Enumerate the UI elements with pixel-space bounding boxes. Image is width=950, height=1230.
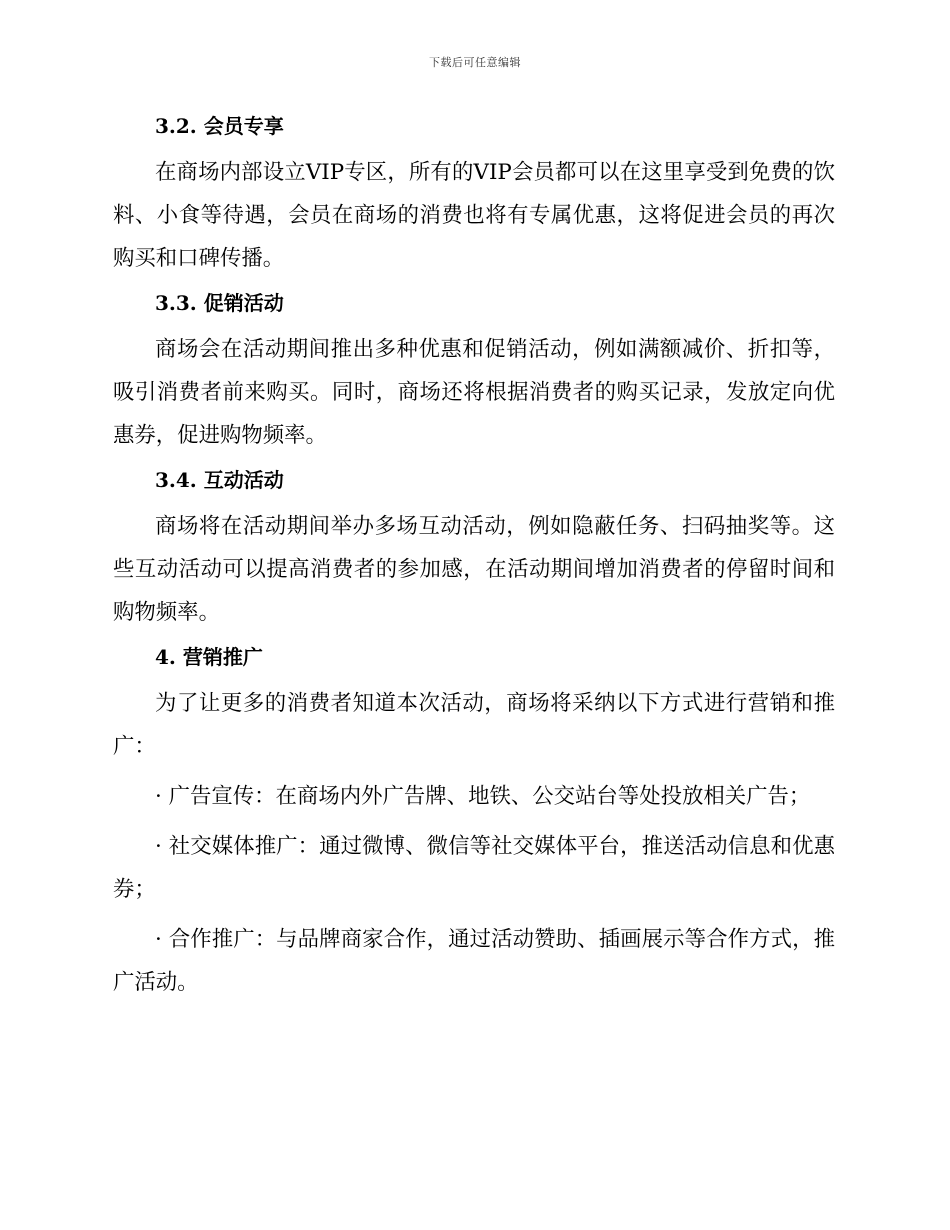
section-heading-marketing: 4. 营销推广 bbox=[155, 645, 263, 669]
bullet-item-partnership: · 合作推广：与品牌商家合作，通过活动赞助、插画展示等合作方式，推广活动。 bbox=[113, 927, 835, 995]
section-paragraph-promotion: 商场会在活动期间推出多种优惠和促销活动，例如满额减价、折扣等，吸引消费者前来购买。同时，商场还将根据消费者的购买记录，发放定向优惠券，促进购物频率。 bbox=[113, 337, 835, 448]
page-header: 下载后可任意编辑 bbox=[429, 56, 521, 69]
section-heading-interaction: 3.4. 互动活动 bbox=[155, 468, 284, 492]
bullet-item-advertising: · 广告宣传：在商场内外广告牌、地铁、公交站台等处投放相关广告； bbox=[155, 784, 811, 809]
section-paragraph-marketing: 为了让更多的消费者知道本次活动，商场将采纳以下方式进行营销和推广： bbox=[113, 691, 835, 759]
section-heading-member: 3.2. 会员专享 bbox=[155, 114, 284, 138]
section-heading-promotion: 3.3. 促销活动 bbox=[155, 291, 284, 315]
section-paragraph-interaction: 商场将在活动期间举办多场互动活动，例如隐蔽任务、扫码抽奖等。这些互动活动可以提高消费者的参加感，在活动期间增加消费者的停留时间和购物频率。 bbox=[113, 514, 835, 625]
bullet-item-social-media: · 社交媒体推广：通过微博、微信等社交媒体平台，推送活动信息和优惠券； bbox=[113, 834, 835, 902]
document-body bbox=[113, 110, 835, 1011]
section-paragraph-member: 在商场内部设立VIP专区，所有的VIP会员都可以在这里享受到免费的饮料、小食等待遇，会员在商场的消费也将有专属优惠，这将促进会员的再次购买和口碑传播。 bbox=[113, 160, 835, 271]
